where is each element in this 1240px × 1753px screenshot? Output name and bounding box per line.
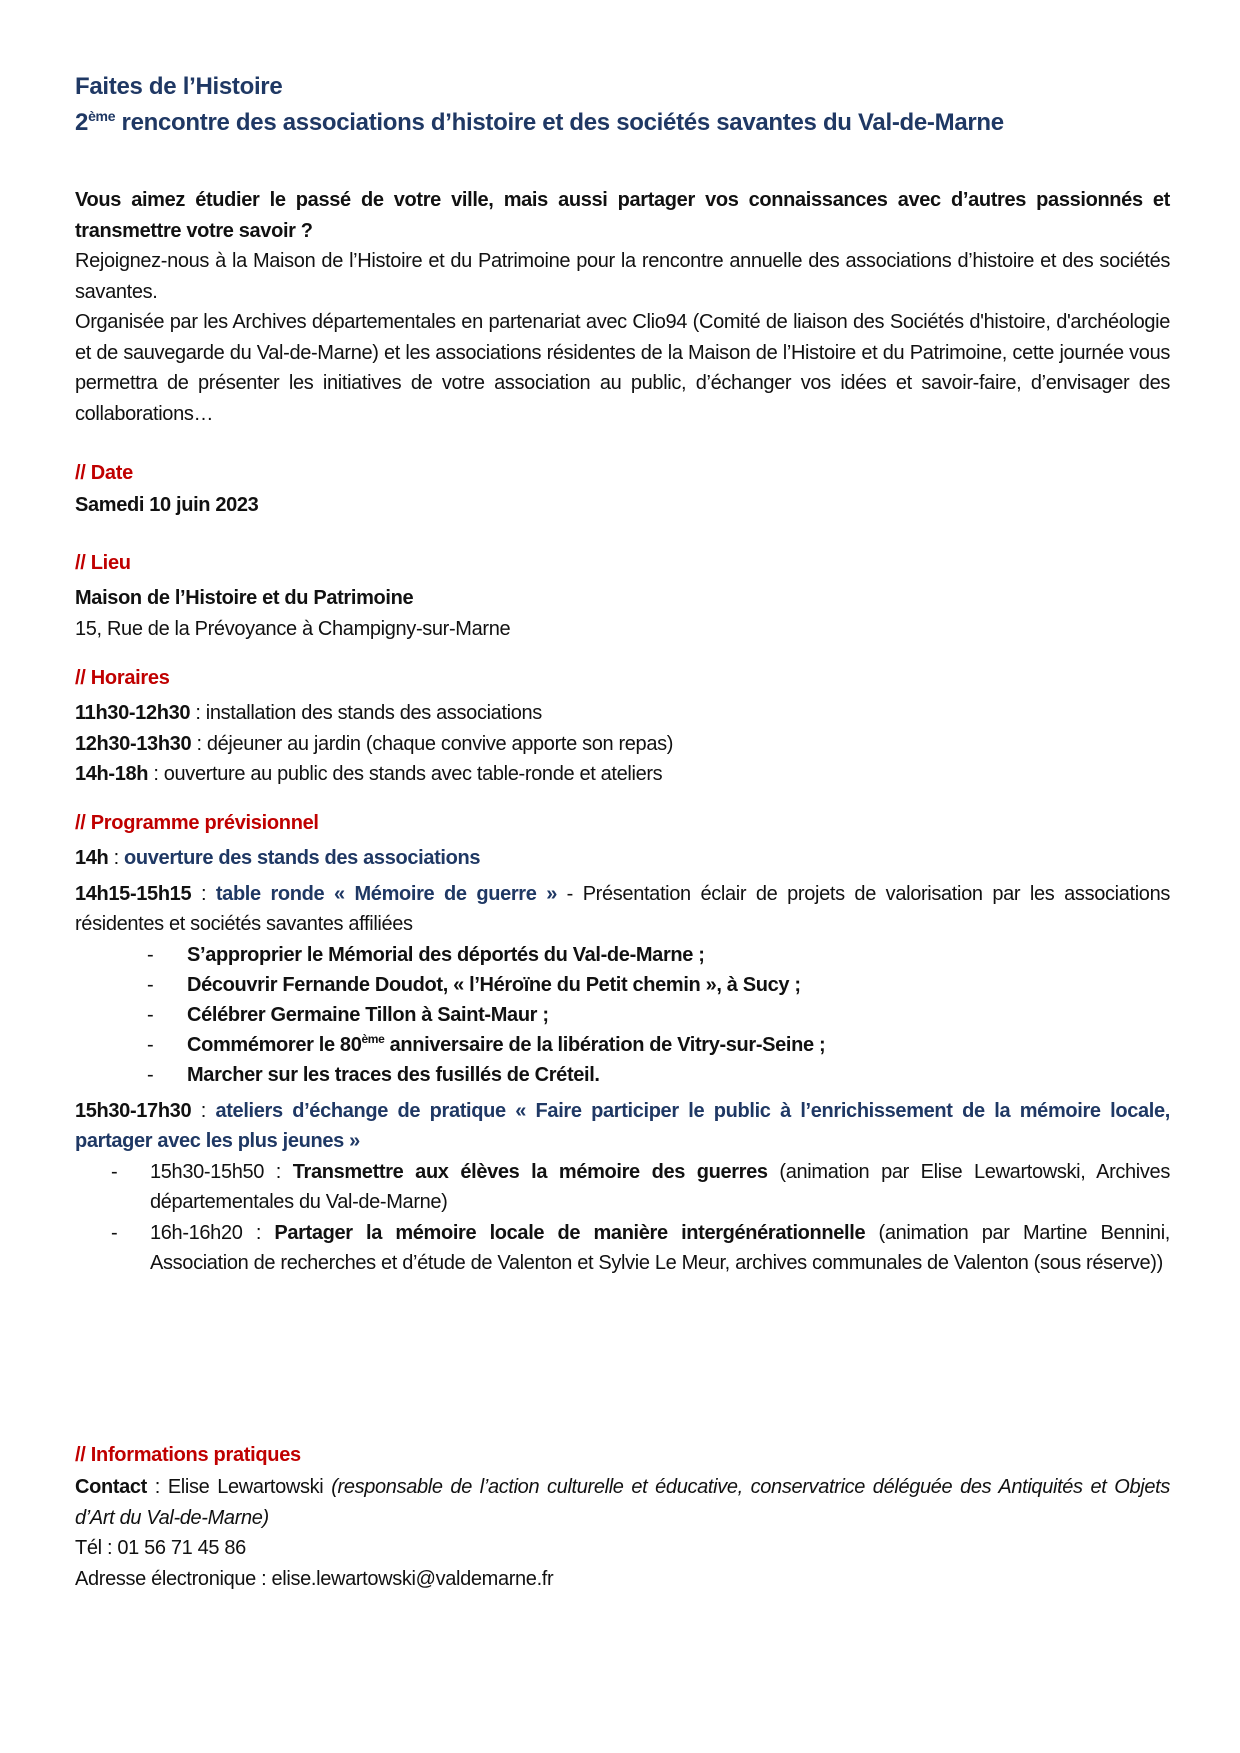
horaire-time: 12h30-13h30 <box>75 732 192 755</box>
list-item <box>75 1157 1170 1218</box>
separator: : <box>108 847 125 869</box>
programme-title: ateliers d’échange de pratique « Faire participer le public à l’enrichissement de la mémoire locale, partager avec les plus jeunes » <box>75 1099 1170 1152</box>
list-item <box>75 970 1170 1000</box>
infos-section <box>75 1440 1170 1594</box>
date-value: Samedi 10 juin 2023 <box>75 494 259 516</box>
horaire-row <box>75 729 1170 760</box>
horaire-time: 14h-18h <box>75 763 149 785</box>
intro-paragraph-1: Rejoignez-nous à la Maison de l’Histoire et du Patrimoine pour la rencontre annuelle des associations d’histoire et des sociétés savantes. <box>75 250 1170 303</box>
intro-section <box>75 185 1170 429</box>
email-label: Adresse électronique : <box>75 1567 272 1590</box>
lieu-address: 15, Rue de la Prévoyance à Champigny-sur-Marne <box>75 617 511 640</box>
list-item-text: S’approprier le Mémorial des déportés du Val-de-Marne ; <box>187 943 705 966</box>
programme-time: 14h <box>75 847 109 869</box>
session-title: Transmettre aux élèves la mémoire des guerres <box>292 1160 768 1183</box>
list-item <box>75 1060 1170 1090</box>
date-heading: // Date <box>75 462 133 484</box>
horaires-heading: // Horaires <box>75 667 170 689</box>
list-item-text: anniversaire de la libération de Vitry-sur-Seine ; <box>384 1033 826 1056</box>
date-section <box>75 458 1170 521</box>
dash-bullet: - <box>111 1160 118 1183</box>
ordinal-suffix: ème <box>361 1031 385 1046</box>
list-item <box>75 940 1170 970</box>
title-line-1: Faites de l’Histoire <box>75 73 283 100</box>
session-title: Partager la mémoire locale de manière intergénérationnelle <box>274 1221 866 1244</box>
horaire-row <box>75 759 1170 790</box>
list-item <box>75 1218 1170 1279</box>
separator: : <box>190 702 206 724</box>
email-address[interactable]: elise.lewartowski@valdemarne.fr <box>271 1567 554 1590</box>
session-time: 16h-16h20 : <box>150 1221 275 1244</box>
horaire-text: ouverture au public des stands avec table-ronde et ateliers <box>163 763 663 785</box>
contact-label: Contact <box>75 1476 147 1498</box>
horaire-text: déjeuner au jardin (chaque convive apporte son repas) <box>206 732 674 755</box>
intro-paragraph-2: Organisée par les Archives départementales en partenariat avec Clio94 (Comité de liaison des Sociétés d'histoire, d'archéologie et de sauvegarde du Val-de-Marne) et les associations résidentes de la Maison de l’Histoire et du Patrimoine, cette journée vous permettra de présenter les initiatives de votre association au public, d’échanger vos idées et savoir-faire, d’envisager des collaborations… <box>75 311 1170 425</box>
separator: : <box>191 732 207 755</box>
lieu-section <box>75 548 1170 644</box>
horaire-time: 11h30-12h30 <box>75 702 191 724</box>
list-item-text: Marcher sur les traces des fusillés de Créteil. <box>187 1063 600 1086</box>
dash-bullet: - <box>147 1063 154 1086</box>
session-description: (animation par Elise Lewartowski, Archives départementales du Val-de-Marne) <box>150 1160 1170 1213</box>
programme-title: table ronde « Mémoire de guerre » <box>215 882 557 905</box>
programme-item-ateliers <box>75 1096 1170 1157</box>
list-item-text: Découvrir Fernande Doudot, « l’Héroïne du Petit chemin », à Sucy ; <box>187 973 801 996</box>
document-title <box>75 69 1170 141</box>
dash-bullet: - <box>147 1003 154 1026</box>
contact-name: Elise Lewartowski <box>167 1476 332 1498</box>
table-ronde-list <box>75 940 1170 1090</box>
email-line <box>75 1564 1170 1595</box>
separator: : <box>148 763 164 785</box>
ordinal-number: 2 <box>75 109 89 136</box>
programme-heading: // Programme prévisionnel <box>75 812 319 834</box>
list-item-text: Célébrer Germaine Tillon à Saint-Maur ; <box>187 1003 549 1026</box>
list-item <box>75 1000 1170 1030</box>
dash-bullet: - <box>147 1033 154 1056</box>
ateliers-list <box>75 1157 1170 1279</box>
contact-line <box>75 1472 1170 1533</box>
horaire-text: installation des stands des associations <box>205 702 542 724</box>
dash-bullet: - <box>147 973 154 996</box>
contact-role: (responsable de l’action culturelle et éducative, conservatrice déléguée des Antiquités et Objets d’Art du Val-de-Marne) <box>75 1476 1170 1529</box>
telephone: Tél : 01 56 71 45 86 <box>75 1537 246 1559</box>
horaire-row <box>75 698 1170 729</box>
list-item <box>75 1030 1170 1060</box>
lieu-heading: // Lieu <box>75 552 131 574</box>
programme-item-table-ronde <box>75 879 1170 940</box>
programme-time: 15h30-17h30 <box>75 1099 192 1122</box>
intro-question: Vous aimez étudier le passé de votre ville, mais aussi partager vos connaissances avec d’autres passionnés et transmettre votre savoir ? <box>75 189 1170 242</box>
programme-section <box>75 808 1170 1279</box>
programme-time: 14h15-15h15 <box>75 882 192 905</box>
programme-description: - Présentation éclair de projets de valorisation par les associations résidentes et sociétés savantes affiliées <box>75 882 1170 935</box>
list-item-text: Commémorer le 80 <box>187 1033 362 1056</box>
programme-item-opening <box>75 843 1170 874</box>
separator: : <box>191 1099 216 1122</box>
infos-heading: // Informations pratiques <box>75 1444 301 1466</box>
programme-title: ouverture des stands des associations <box>124 847 481 869</box>
dash-bullet: - <box>147 943 154 966</box>
session-description: (animation par Martine Bennini, Association de recherches et d’étude de Valenton et Sylvie Le Meur, archives communales de Valenton (sous réserve)) <box>150 1221 1170 1274</box>
separator: : <box>147 1476 168 1498</box>
dash-bullet: - <box>111 1221 118 1244</box>
lieu-name: Maison de l’Histoire et du Patrimoine <box>75 587 414 609</box>
horaires-section <box>75 663 1170 790</box>
title-line-2 <box>75 105 1170 141</box>
session-time: 15h30-15h50 : <box>150 1160 293 1183</box>
ordinal-suffix: ème <box>88 108 116 124</box>
separator: : <box>191 882 216 905</box>
title-subtitle: rencontre des associations d’histoire et des sociétés savantes du Val-de-Marne <box>115 109 1004 136</box>
